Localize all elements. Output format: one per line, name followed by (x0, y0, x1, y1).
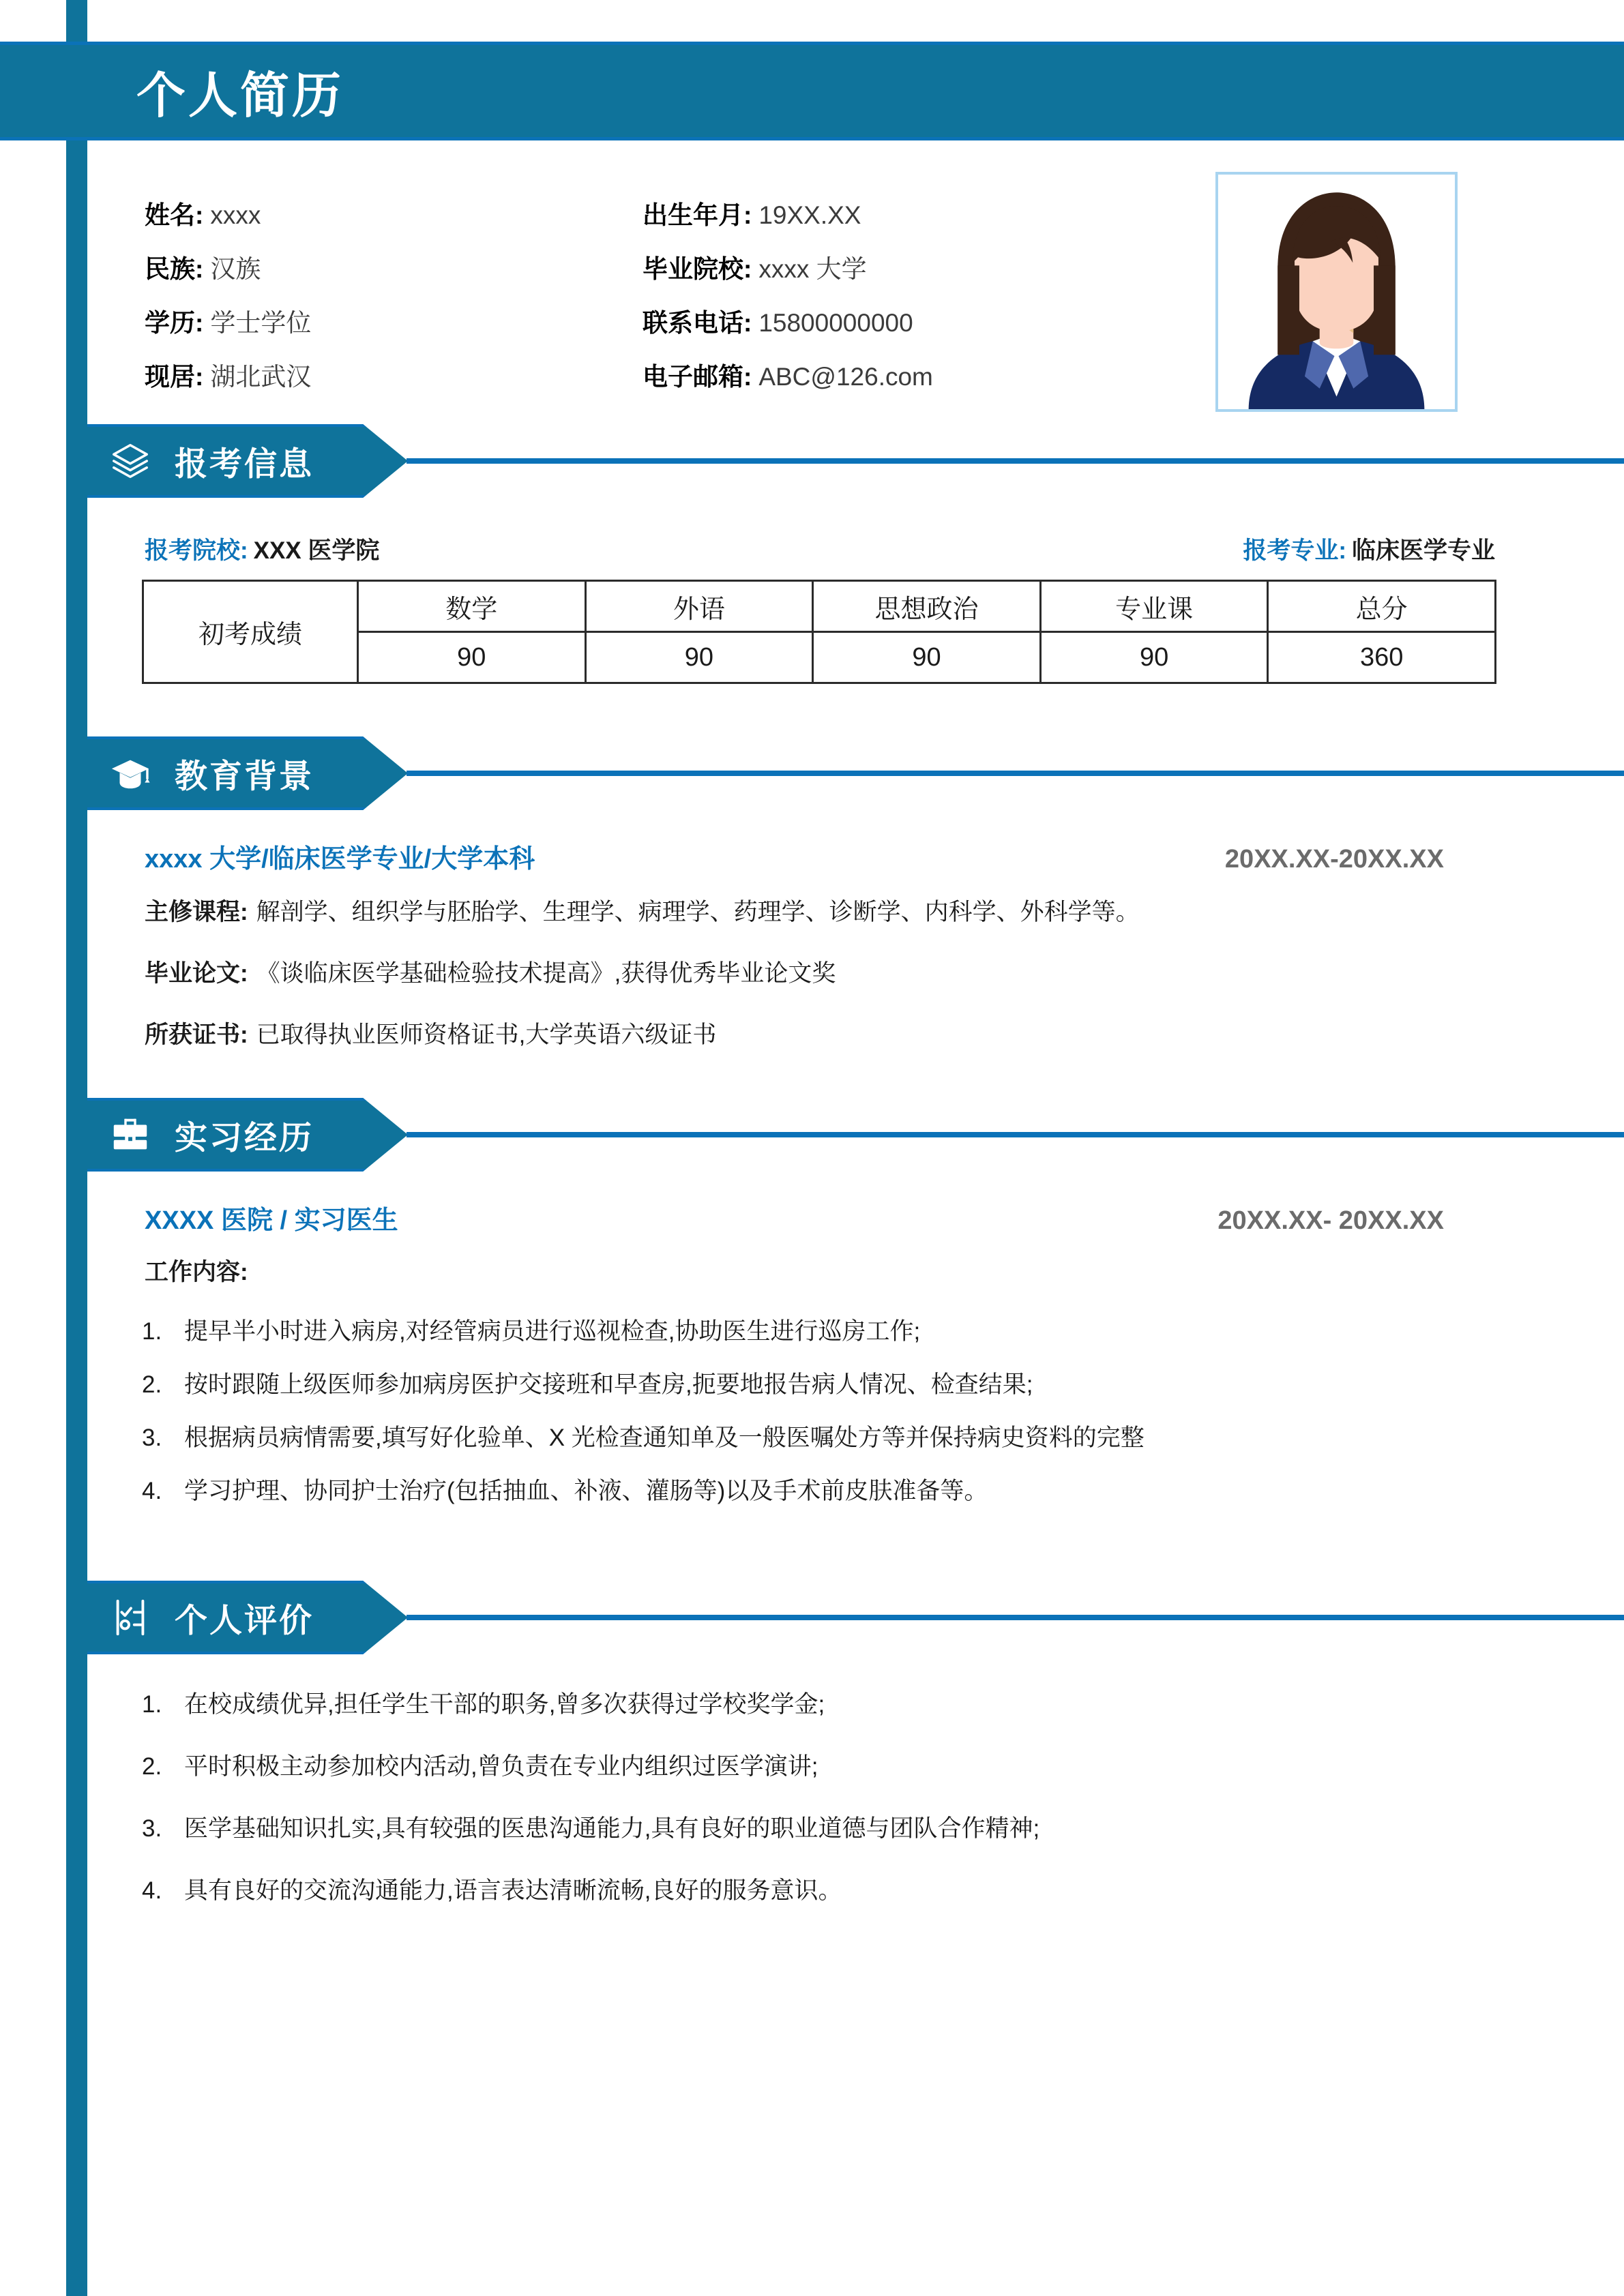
detail-label: 所获证书: (145, 1022, 248, 1048)
list-text: 按时跟随上级医师参加病房医护交接班和早查房,扼要地报告病人情况、检查结果; (184, 1371, 1033, 1398)
detail-label: 毕业论文: (145, 960, 248, 987)
list-text: 根据病员病情需要,填写好化验单、X 光检查通知单及一般医嘱处方等并保持病史资料的完整 (184, 1425, 1145, 1451)
exam-score-table (142, 580, 1496, 684)
section-rule (407, 771, 1624, 776)
profile-photo-frame (1215, 172, 1458, 412)
score-column-header: 思想政治 (813, 581, 1041, 632)
field-residence (145, 356, 643, 393)
score-cell: 90 (813, 632, 1041, 683)
score-cell: 90 (585, 632, 813, 683)
field-value: 汉族 (210, 255, 261, 283)
field-value: 学士学位 (210, 309, 312, 337)
list-item (142, 1810, 1039, 1844)
field-label: 现居: (145, 363, 204, 391)
field-label: 电子邮箱: (643, 363, 752, 391)
section-title: 个人评价 (175, 1602, 314, 1639)
apply-major (1243, 532, 1495, 566)
section-header-education (87, 736, 1622, 810)
field-degree (145, 302, 643, 339)
score-row-header: 初考成绩 (143, 581, 358, 683)
checklist-icon (109, 1596, 151, 1639)
layers-icon (109, 440, 151, 482)
list-text: 医学基础知识扎实,具有较强的医患沟通能力,具有良好的职业道德与团队合作精神; (184, 1815, 1040, 1842)
score-column-header: 总分 (1268, 581, 1496, 632)
left-accent-rail (66, 0, 87, 2296)
section-title: 实习经历 (175, 1120, 314, 1157)
section-header-internship (87, 1098, 1622, 1172)
field-email (643, 356, 1175, 393)
apply-major-value: 临床医学专业 (1351, 537, 1495, 564)
education-entry-title: xxxx 大学/临床医学专业/大学本科 (145, 845, 535, 874)
field-label: 联系电话: (643, 309, 752, 337)
detail-label: 主修课程: (145, 899, 248, 925)
basic-info-block (145, 194, 1181, 410)
list-text: 学习护理、协同护士治疗(包括抽血、补液、灌肠等)以及手术前皮肤准备等。 (184, 1478, 988, 1504)
list-index: 1. (142, 1318, 162, 1345)
internship-entry-header (145, 1199, 1444, 1236)
education-detail-thesis (145, 955, 836, 989)
section-header-evaluation (87, 1581, 1622, 1654)
section-rule (407, 1132, 1624, 1137)
section-title: 教育背景 (175, 758, 314, 795)
internship-content-label: 工作内容: (145, 1259, 248, 1285)
score-cell: 90 (358, 632, 586, 683)
list-item (142, 1366, 1033, 1400)
score-column-header: 数学 (358, 581, 586, 632)
field-ethnicity (145, 248, 643, 285)
apply-school-value: XXX 医学院 (253, 537, 380, 564)
basic-info-row (145, 248, 1181, 302)
list-index: 3. (142, 1815, 162, 1842)
field-value: 19XX.XX (758, 201, 861, 229)
table-row (143, 581, 1496, 632)
internship-entry-date: 20XX.XX- 20XX.XX (1217, 1206, 1444, 1235)
field-value: ABC@126.com (758, 363, 933, 391)
education-entry-header (145, 837, 1444, 875)
field-label: 民族: (145, 255, 204, 283)
list-index: 2. (142, 1753, 162, 1780)
avatar (1218, 175, 1455, 409)
score-cell: 90 (1040, 632, 1268, 683)
list-index: 4. (142, 1478, 162, 1504)
apply-school-label: 报考院校: (145, 537, 248, 564)
section-rule (407, 458, 1624, 464)
field-label: 学历: (145, 309, 204, 337)
field-label: 出生年月: (643, 201, 752, 229)
field-value: xxxx 大学 (758, 255, 867, 283)
field-name (145, 194, 643, 231)
page-title: 个人简历 (136, 68, 344, 123)
basic-info-row (145, 356, 1181, 410)
section-header-apply (87, 424, 1622, 498)
field-label: 姓名: (145, 201, 204, 229)
score-column-header: 专业课 (1040, 581, 1268, 632)
field-phone (643, 302, 1175, 339)
list-index: 3. (142, 1425, 162, 1451)
list-item (142, 1419, 1145, 1453)
basic-info-row (145, 194, 1181, 248)
section-title: 报考信息 (175, 446, 314, 483)
list-item (142, 1748, 818, 1782)
list-item (142, 1872, 842, 1906)
field-value: 湖北武汉 (210, 363, 312, 391)
education-detail-certificates (145, 1016, 716, 1050)
apply-school (145, 532, 379, 566)
section-rule (407, 1615, 1624, 1620)
list-index: 1. (142, 1691, 162, 1718)
education-entry-date: 20XX.XX-20XX.XX (1224, 845, 1444, 874)
score-column-header: 外语 (585, 581, 813, 632)
list-item (142, 1472, 988, 1506)
field-label: 毕业院校: (643, 255, 752, 283)
graduation-cap-icon (109, 752, 151, 794)
field-graduated-school (643, 248, 1175, 285)
list-item (142, 1686, 825, 1720)
field-value: 15800000000 (758, 309, 913, 337)
basic-info-row (145, 302, 1181, 356)
detail-text: 《谈临床医学基础检验技术提高》,获得优秀毕业论文奖 (256, 960, 836, 987)
detail-text: 解剖学、组织学与胚胎学、生理学、病理学、药理学、诊断学、内科学、外科学等。 (256, 899, 1140, 925)
apply-school-major-line (145, 532, 1495, 566)
list-index: 2. (142, 1371, 162, 1398)
detail-text: 已取得执业医师资格证书,大学英语六级证书 (256, 1022, 717, 1048)
list-text: 在校成绩优异,担任学生干部的职务,曾多次获得过学校奖学金; (184, 1691, 825, 1718)
apply-major-label: 报考专业: (1243, 537, 1346, 564)
briefcase-icon (109, 1114, 151, 1156)
list-text: 平时积极主动参加校内活动,曾负责在专业内组织过医学演讲; (184, 1753, 818, 1780)
list-index: 4. (142, 1877, 162, 1904)
list-item (142, 1313, 920, 1347)
list-text: 具有良好的交流沟通能力,语言表达清晰流畅,良好的服务意识。 (184, 1877, 842, 1904)
resume-title-band (0, 42, 1624, 140)
list-text: 提早半小时进入病房,对经管病员进行巡视检查,协助医生进行巡房工作; (184, 1318, 921, 1345)
field-birthdate (643, 194, 1175, 231)
education-detail-courses (145, 893, 1140, 927)
internship-entry-title: XXXX 医院 / 实习医生 (145, 1206, 398, 1235)
field-value: xxxx (210, 201, 261, 229)
score-cell: 360 (1268, 632, 1496, 683)
